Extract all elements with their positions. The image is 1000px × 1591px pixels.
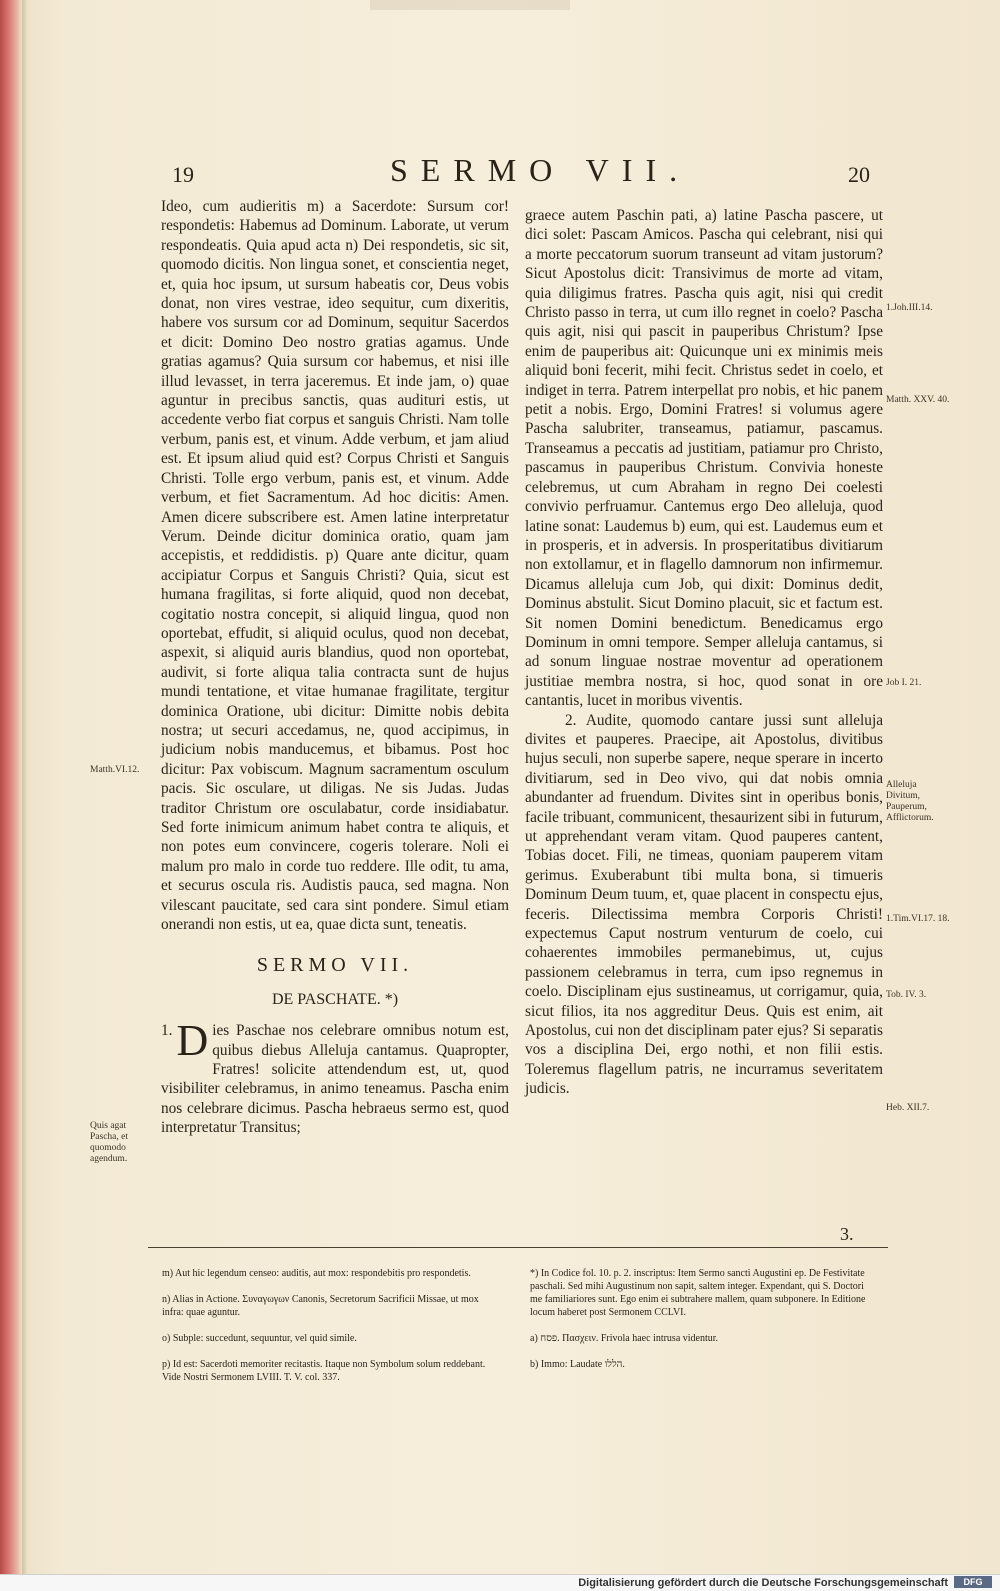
margin-note-joh: 1.Joh.III.14. xyxy=(886,303,933,313)
margin-note-tim: 1.Tim.VI.17. 18. xyxy=(886,914,950,924)
footnote-m: m) Aut hic legendum censeo: auditis, aut mox: respondebitis pro respondetis. xyxy=(162,1268,471,1279)
running-title: SERMO VII. xyxy=(390,152,691,188)
left-column xyxy=(161,197,509,1138)
drop-cap: D xyxy=(176,1016,209,1066)
catchword: 3. xyxy=(840,1224,854,1244)
footnotes-right xyxy=(530,1267,875,1384)
footnote-b: b) Immo: Laudate הללו. xyxy=(530,1359,625,1370)
page-number-right: 20 xyxy=(848,162,870,187)
page-number-left: 19 xyxy=(172,162,194,187)
section-1-paragraph xyxy=(161,1016,509,1137)
footnote-a: a) פסח. Πασχειν. Frivola haec intrusa videntur. xyxy=(530,1333,719,1344)
footnote-rule xyxy=(148,1247,888,1248)
margin-note-matth-xxv: Matth. XXV. 40. xyxy=(886,395,950,405)
footnote-n: n) Alias in Actione. Συναγωγων Canonis, Secretorum Sacrificii Missae, ut mox infra: quae aguntur. xyxy=(162,1294,479,1318)
top-stain xyxy=(370,0,570,10)
footnote-p: p) Id est: Sacerdoti memoriter recitastis. Itaque non Symbolum solum reddebant. Vide Nostri Sermonem LVIII. T. V. col. 337. xyxy=(162,1359,486,1383)
footnote-o: o) Subple: succedunt, sequuntur, vel quid simile. xyxy=(162,1333,357,1344)
sermo-heading: SERMO VII. xyxy=(256,954,414,977)
footer-credit: Digitalisierung gefördert durch die Deutsche Forschungsgemeinschaft xyxy=(578,1577,948,1589)
section-1-text: ies Paschae nos celebrare omnibus notum est, quibus diebus Alleluja cantamus. Quapropter, Fratres! solicite attendendum est, ut, quod visibiliter celebramus, in animo teneamus. Pascha enim nos celebrare dicimus. Pascha hebraeus sermo est, quod interpretatur Transitus; xyxy=(161,1022,509,1137)
margin-note-job: Job I. 21. xyxy=(886,678,922,688)
left-continuation-text: Ideo, cum audieritis m) a Sacerdote: Sursum cor! respondetis: Habemus ad Dominum. Laborate, ut verum respondeatis. Quia apud acta n) Dei respondetis, sic sit, quomodo dicitis. Non lingua sonet, et conscientia neget, et, quia hoc ipsum, ut sursum habeatis cor, Deus vobis donat, non vires vestrae, ideo sequitur, cum dixeritis, habere vos sursum cor ad Dominum, sequitur Sacerdos et dicit: Domino Deo nostro gratias agamus. Unde gratias agamus? Quia sursum cor habemus, et nisi ille illud levasset, in terra jaceremus. Et inde jam, o) quae aguntur in precibus sanctis, quas audituri estis, ut accedente verbo fiat corpus et sanguis Christi. Nam tolle verbum, panis est, et vinum. Adde verbum, et jam aliud est. Et ipsum aliud quid est? Corpus Christi et Sanguis Christi. Tolle ergo verbum, panis est, et vinum. Adde verbum, et fiet Sacramentum. Ad hoc dicitis: Amen. Amen dicere subscribere est. Amen latine interpretatur Verum. Deinde dicitur dominica oratio, quam jam accepistis, et reddidistis. p) Quare ante dicitur, quam accipiatur Corpus et Sanguis Christi? Quia, sicut est humana fragilitas, si forte aliquid, quod non decebat, cogitatio nostra concepit, si aliquid lingua, quod non oportebat, effudit, si aliquid oculus, quod non decebat, aspexit, si aliquid auris blandius, quod non oportebat, audivit, si forte aliqua talia contracta sunt de hujus mundi tentatione, et vitae humanae fragilitate, tergitur dominica Oratione, ubi dicitur: Dimitte nobis debita nostra; ut securi accedamus, ne, quod accipimus, in judicium nobis manducemus, et bibamus. Post hoc dicitur: Pax vobiscum. Magnum sacramentum osculum pacis. Sic osculare, ut diligas. Ne sis Judas. Judas traditor Christum ore osculabatur, corde insidiabatur. Sed forte inimicum animum habet contra te aliquis, et non potes eum convincere, cogeris tolerare. Noli ei malum pro malo in corde tuo reddere. Ille odit, tu ama, et securus oscula ris. Audistis pauca, sed magna. Non vilescant paucitate, sed cara sint pondere. Simul etiam onerandi non estis, ut ea, quae dicta sunt, teneatis. xyxy=(161,198,509,934)
right-column xyxy=(525,206,883,1099)
margin-note-tob: Tob. IV. 3. xyxy=(886,990,927,1000)
dfg-logo: DFG xyxy=(954,1576,992,1588)
footnote-star: *) In Codice fol. 10. p. 2. inscriptus: Item Sermo sancti Augustini ep. De Festivitate paschali. Sed mihi Augustinum non sapit, saltem integer. Expendant, qui S. Doctori me familiariores sunt. Ego enim ei subtrahere mallem, quam subponere. In Editione locum haberet post Sermonem CCLVI. xyxy=(530,1268,866,1318)
margin-note-heb: Heb. XII.7. xyxy=(886,1103,930,1113)
footnotes-left xyxy=(162,1267,502,1397)
sermo-subtitle: DE PASCHATE. *) xyxy=(271,990,399,1008)
book-spine-edge xyxy=(0,0,22,1590)
right-paragraph-1: graece autem Paschin pati, a) latine Pascha pascere, ut dici solet: Pascam Amicos. Pascha qui celebrant, nisi qui a morte peccatorum suorum transeunt ad vitam justorum? Sicut Apostolus dicit: Transivimus de morte ad vitam, quia diligimus fratres. Pascha quis agit, nisi qui credit Christo passo in terra, ut cum illo regnet in coelo? Pascha quis agit, nisi qui pascit in pauperibus Christum? Ipse enim de pauperibus ait: Quicunque uni ex minimis meis aliquid boni fecerit, mihi fecit. Christus sedet in coelo, et indiget in terra. Patrem interpellat pro nobis, et hic panem petit a nobis. Ergo, Domini Fratres! si volumus agere Pascha salubriter, transeamus, patiamur, pascamus. Transeamus a peccatis ad justitiam, patiamur pro Christo, pascamus in pauperibus Christum. Convivia honeste celebremus, ut cum Abraham in regno Dei coelesti convivio perfruamur. Cantemus ergo Deo alleluja, quod latine sonat: Laudemus b) eum, qui est. Laudemus eum et in prosperis, et in adversis. In prosperitatibus divitiarum non extollamur, et in flagello damnorum non infirmemur. Dicamus alleluja cum Job, qui dixit: Dominus dedit, Dominus abstulit. Sicut Domino placuit, sic et factum est. Sit nomen Domini benedictum. Benedicamus ergo Dominum in omni tempore. Semper alleluja cantamus, si ad sonum linguae nostrae moventur ad operationem justitiae membra nostra, si hoc, quod sonat in ore cantantis, lucet in moribus viventis. xyxy=(525,207,883,710)
margin-note-alleluja: Alleluja Divitum, Pauperum, Afflictorum. xyxy=(886,780,934,823)
margin-note-quis-agat: Quis agat Pascha, et quomodo agendum. xyxy=(90,1121,128,1164)
section-number: 1. xyxy=(161,1022,173,1040)
page-gutter xyxy=(22,0,28,1590)
right-paragraph-2: 2. Audite, quomodo cantare jussi sunt alleluja divites et pauperes. Praecipe, ait Apostolus, divitibus hujus seculi, non superbe sapere, neque sperare in incerto divitiarum, sed in Deo vivo, qui dat nobis omnia abundanter ad fruendum. Divites sint in operibus bonis, facile tribuant, communicent, thesaurizent sibi in futurum, ut apprehendant veram vitam. Quod pauperes cantent, Tobias docet. Fili, ne timeas, quoniam pauperem vitam gerimus. Exuberabunt tibi multa bona, si timueris Dominum Deum tuum, et, quae placent in conspectu ejus, feceris. Dilectissima membra Corporis Christi! expectemus Caput nostrum venturum de coelo, cui cohaerentes immobiles permanebimus, ut, cujus passionem celebramus in terra, cum ipso regnemus in coelo. Disciplinam ejus sustineamus, ut corrigamur, quia, sicut filios, ita nos aggreditur Deus. Quis est enim, ait Apostolus, cui non det disciplinam pater ejus? Si separatis vos a disciplina Dei, ergo nothi, et non filii estis. Toleremus flagellum patris, ne incurramus severitatem judicis. xyxy=(525,711,883,1098)
margin-note-matth: Matth.VI.12. xyxy=(90,765,140,775)
